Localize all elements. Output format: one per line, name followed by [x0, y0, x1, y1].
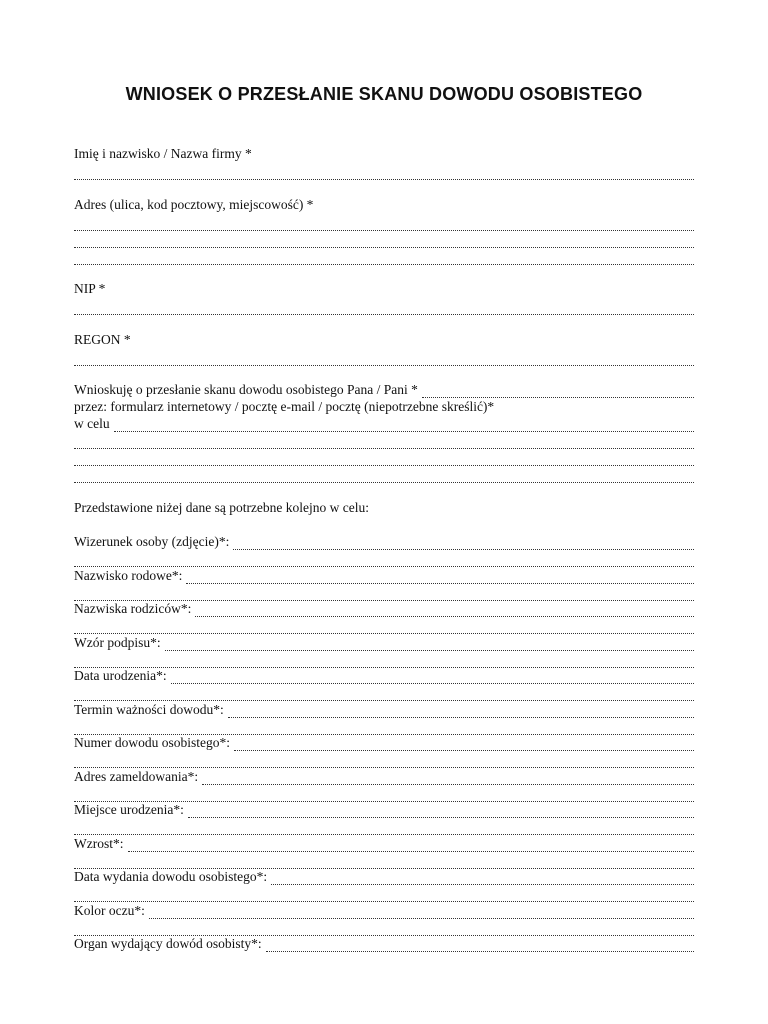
data-item-row: [74, 635, 694, 651]
request-line-1: [74, 382, 694, 398]
data-item-field[interactable]: [128, 840, 695, 852]
nip-label: NIP *: [74, 281, 106, 296]
data-item-field[interactable]: [188, 806, 694, 818]
data-item-row: [74, 769, 694, 785]
regon-label: REGON *: [74, 332, 131, 347]
data-item-field[interactable]: [234, 739, 694, 751]
data-item-row: [74, 601, 694, 617]
name-label: Imię i nazwisko / Nazwa firmy *: [74, 146, 252, 161]
data-item-row: [74, 936, 694, 952]
data-item-label: Termin ważności dowodu*:: [74, 702, 224, 717]
name-field-line[interactable]: [74, 164, 694, 180]
data-item-field[interactable]: [149, 907, 694, 919]
data-item-label: Nazwisko rodowe*:: [74, 568, 183, 583]
data-item-row: [74, 668, 694, 684]
data-item-field-line[interactable]: [74, 819, 694, 835]
data-item-label: Data wydania dowodu osobistego*:: [74, 869, 268, 884]
request-line-2: przez: formularz internetowy / pocztę e-mail / pocztę (niepotrzebne skreślić)*: [74, 399, 495, 414]
data-item-field-line[interactable]: [74, 920, 694, 936]
data-item-field[interactable]: [266, 940, 694, 952]
data-item-label: Wzór podpisu*:: [74, 635, 161, 650]
data-item-row: [74, 802, 694, 818]
data-item-field-line[interactable]: [74, 719, 694, 735]
data-item-field[interactable]: [202, 773, 694, 785]
data-item-row: [74, 869, 694, 885]
data-item-field-line[interactable]: [74, 752, 694, 768]
data-item-row: [74, 534, 694, 550]
data-item-field[interactable]: [165, 639, 694, 651]
data-item-label: Kolor oczu*:: [74, 903, 145, 918]
purpose-field-line-2[interactable]: [74, 450, 694, 466]
data-item-label: Organ wydający dowód osobisty*:: [74, 936, 262, 951]
request-line-3: [74, 416, 694, 432]
address-field-line-2[interactable]: [74, 232, 694, 248]
data-item-label: Miejsce urodzenia*:: [74, 802, 184, 817]
purpose-field-line-3[interactable]: [74, 467, 694, 483]
data-item-field-line[interactable]: [74, 551, 694, 567]
request-person-field[interactable]: [422, 386, 694, 398]
data-item-label: Nazwiska rodziców*:: [74, 601, 192, 616]
request-purpose-field[interactable]: [114, 420, 694, 432]
purpose-field-line-1[interactable]: [74, 433, 694, 449]
data-item-row: [74, 903, 694, 919]
data-item-field-line[interactable]: [74, 786, 694, 802]
data-item-field-line[interactable]: [74, 585, 694, 601]
data-item-row: [74, 735, 694, 751]
data-item-field[interactable]: [233, 538, 694, 550]
data-item-field[interactable]: [171, 672, 694, 684]
nip-field-line[interactable]: [74, 299, 694, 315]
data-item-row: [74, 836, 694, 852]
data-item-row: [74, 702, 694, 718]
data-item-field-line[interactable]: [74, 685, 694, 701]
regon-field-line[interactable]: [74, 350, 694, 366]
data-item-label: Numer dowodu osobistego*:: [74, 735, 230, 750]
request-text-1: Wnioskuję o przesłanie skanu dowodu osobistego Pana / Pani *: [74, 382, 418, 397]
address-field-line-3[interactable]: [74, 249, 694, 265]
data-item-row: [74, 568, 694, 584]
data-item-field[interactable]: [195, 605, 694, 617]
data-item-field-line[interactable]: [74, 652, 694, 668]
data-section-intro: Przedstawione niżej dane są potrzebne kolejno w celu:: [74, 500, 370, 515]
data-item-field[interactable]: [186, 572, 694, 584]
data-item-field-line[interactable]: [74, 618, 694, 634]
request-purpose-label: w celu: [74, 416, 110, 431]
data-item-field[interactable]: [271, 873, 694, 885]
address-label: Adres (ulica, kod pocztowy, miejscowość) *: [74, 197, 314, 212]
data-item-field-line[interactable]: [74, 853, 694, 869]
data-item-label: Wzrost*:: [74, 836, 124, 851]
data-item-label: Data urodzenia*:: [74, 668, 167, 683]
document-title: WNIOSEK O PRZESŁANIE SKANU DOWODU OSOBISTEGO: [125, 84, 643, 104]
data-item-field[interactable]: [228, 706, 694, 718]
data-item-label: Adres zameldowania*:: [74, 769, 199, 784]
data-item-field-line[interactable]: [74, 886, 694, 902]
address-field-line-1[interactable]: [74, 215, 694, 231]
data-item-label: Wizerunek osoby (zdjęcie)*:: [74, 534, 230, 549]
